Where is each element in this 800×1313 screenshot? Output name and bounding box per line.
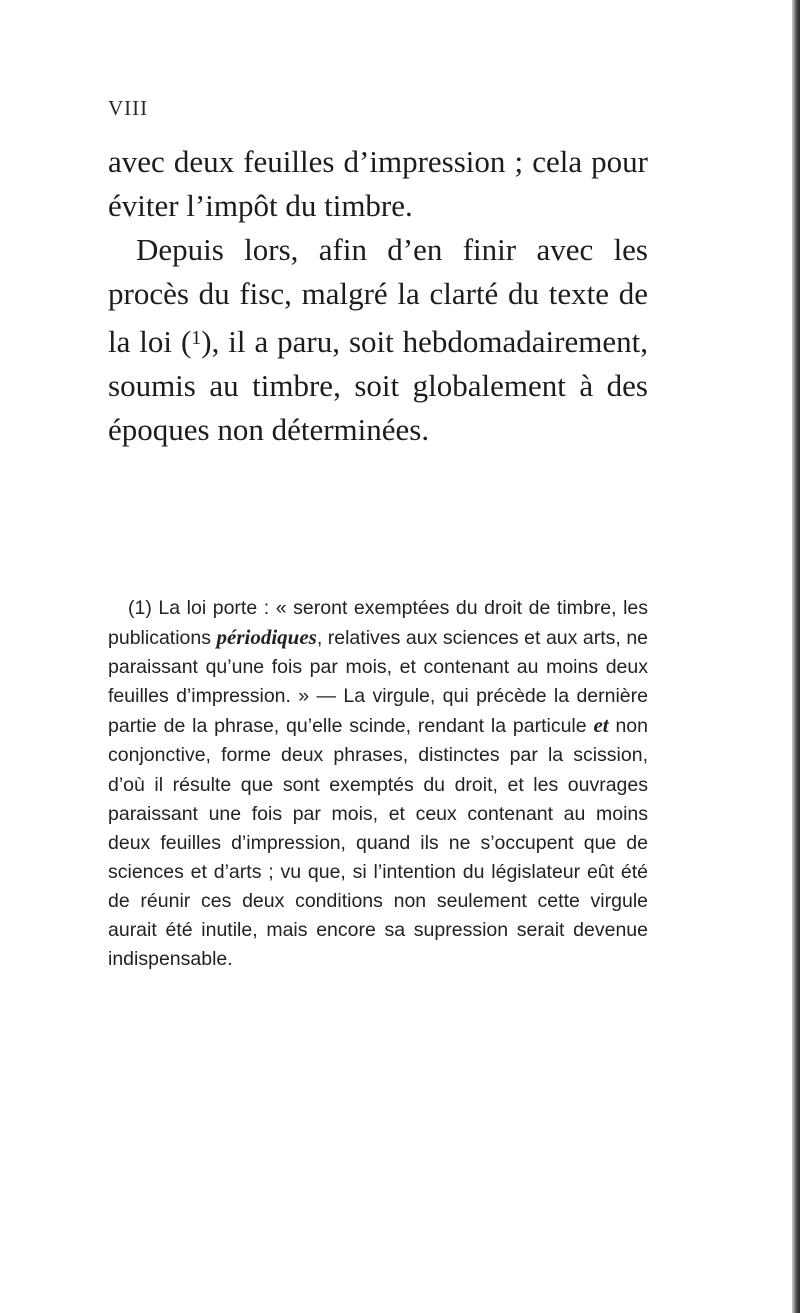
page-number: VIII (108, 96, 149, 120)
page-edge-shadow (792, 0, 800, 1313)
footnote-italic-1: périodiques (216, 625, 317, 650)
footnote-text-3: non conjonctive, forme deux phrases, distinctes par la scission, d’où il résulte que sont exemptés du droit, et les ouvrages paraissant une fois par mois, et ceux contenant au moins deux feuilles d’impression, quand ils ne s’occupent que de sciences et d’arts ; vu que, si l’intention du législateur eût été de réunir ces deux conditions non seulement cette virgule aurait été inutile, mais encore sa supression serait devenue indispensable. (108, 715, 648, 971)
footnote-text-1: (1) La loi porte : « seront exemptées du droit de timbre, les publications (108, 597, 648, 650)
footnote-text-2: , relatives aux sciences et aux arts, ne paraissant qu’une fois par mois, et contenant au moins deux feuilles d’impression. » — La virgule, qui précède la dernière partie de la phrase, qu’elle scinde, rendant la particule (108, 627, 649, 738)
paragraph-2-text-b: ), il a paru, soit hebdomadairement, soumis au timbre, soit globalement à des époques non déterminées. (108, 324, 648, 447)
main-text (108, 140, 648, 452)
footnote (108, 594, 648, 974)
footnote-italic-2: et (593, 713, 609, 738)
footnote-reference: 1 (191, 327, 202, 349)
paragraph-1: avec deux feuilles d’impression ; cela pour éviter l’impôt du timbre. (108, 144, 648, 223)
paragraph-2-text-a: Depuis lors, afin d’en finir avec les procès du fisc, malgré la clarté du texte de la loi ( (108, 232, 648, 359)
paragraph-2 (108, 228, 648, 452)
